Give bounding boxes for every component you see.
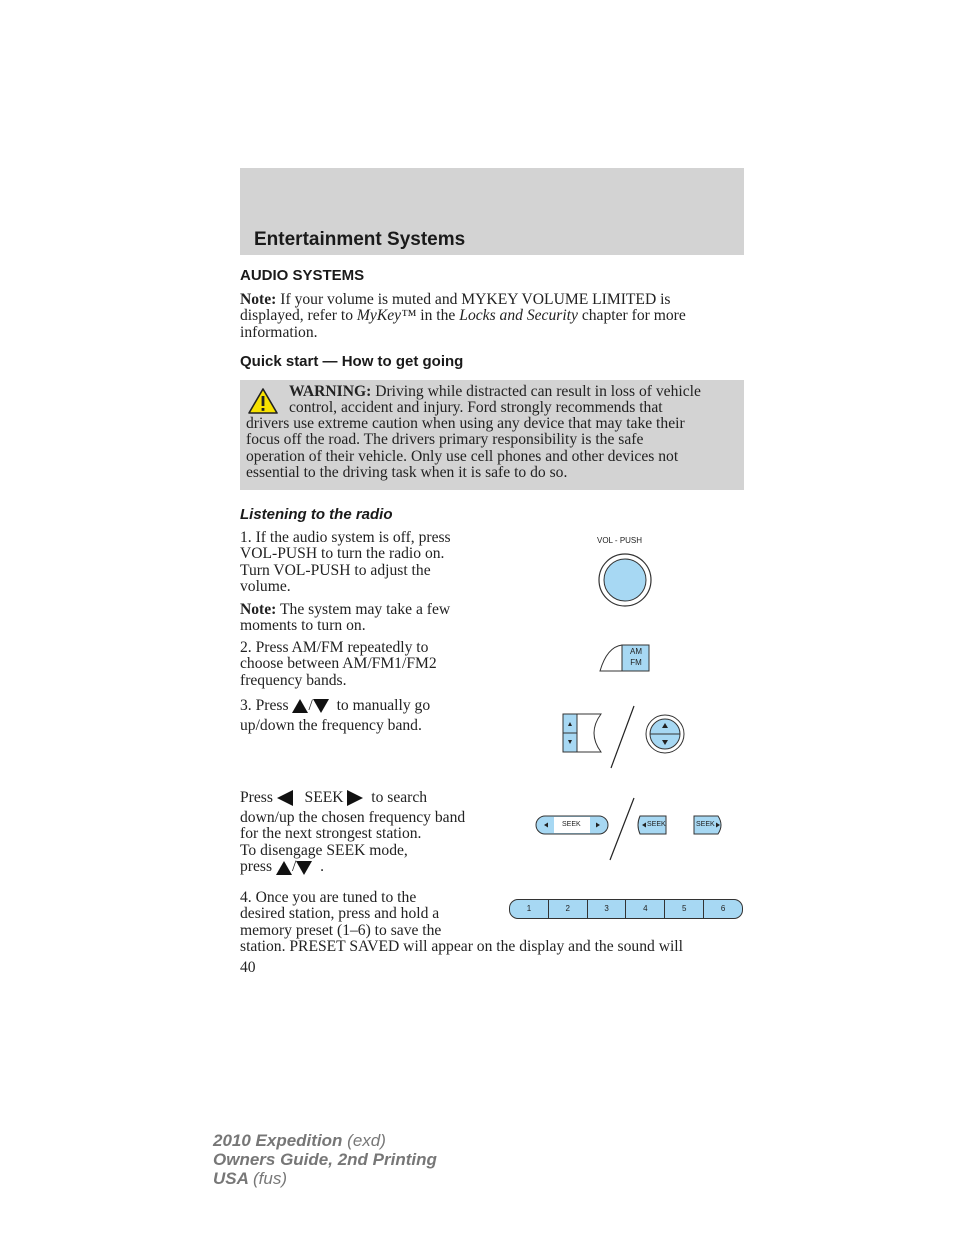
warning-line-4: focus off the road. The drivers primary responsibility is the safe — [246, 431, 644, 449]
step3-text-a: 3. Press — [240, 697, 289, 714]
step4-line-2: desired station, press and hold a — [240, 905, 440, 923]
up-arrow-icon — [276, 861, 292, 875]
step1-line-2: VOL-PUSH to turn the radio on. — [240, 545, 445, 563]
warning-line-6: essential to the driving task when it is safe to do so. — [246, 464, 568, 482]
up-arrow-icon — [292, 699, 308, 713]
warning-line-2: control, accident and injury. Ford strongly recommends that — [289, 399, 663, 417]
step-2 — [240, 640, 490, 689]
step4-line-1: 4. Once you are tuned to the — [240, 889, 417, 906]
seek-line-4: To disengage SEEK mode, — [240, 841, 408, 859]
warning-line-1: Driving while distracted can result in loss of vehicle — [375, 383, 701, 400]
footer-model-code: (exd) — [347, 1131, 386, 1150]
note-line-2: moments to turn on. — [240, 617, 366, 635]
mykey-reference: MyKey™ — [356, 307, 417, 325]
seek-label-left: SEEK — [647, 821, 666, 828]
seek-right-arrow-icon — [347, 790, 363, 806]
step1-line-3: Turn VOL-PUSH to adjust the — [240, 561, 431, 579]
seek-line-5a: press — [240, 858, 273, 876]
vol-push-label: VOL - PUSH — [597, 536, 643, 545]
seek-buttons-diagram — [534, 796, 734, 862]
note-line-2a: displayed, refer to — [240, 307, 354, 325]
down-arrow-icon — [296, 861, 312, 875]
seek-line-2: down/up the chosen frequency band — [240, 809, 466, 826]
warning-line-5: operation of their vehicle. Only use cell phones and other devices not — [246, 447, 679, 465]
preset-button-5: 5 — [665, 900, 704, 918]
slash: / — [291, 858, 297, 876]
footer — [213, 1131, 437, 1188]
down-arrow-icon — [313, 699, 329, 713]
seek-label-center: SEEK — [562, 821, 581, 828]
am-fm-label — [628, 646, 644, 668]
tune-buttons-diagram — [561, 704, 701, 770]
step1-line-1: 1. If the audio system is off, press — [240, 529, 451, 546]
preset-button-3: 3 — [588, 900, 627, 918]
footer-model: 2010 Expedition — [213, 1131, 343, 1150]
warning-text-bottom — [246, 416, 742, 482]
step2-line-3: frequency bands. — [240, 671, 347, 689]
step1-line-4: volume. — [240, 578, 291, 596]
warning-triangle-icon — [247, 387, 279, 415]
preset-button-4: 4 — [626, 900, 665, 918]
page-number: 40 — [240, 959, 256, 976]
step4-line-3: memory preset (1–6) to save the — [240, 921, 442, 939]
seek-text-b: to search — [371, 789, 428, 806]
vol-push-knob — [595, 550, 657, 612]
step2-line-1: 2. Press AM/FM repeatedly to — [240, 639, 429, 656]
footer-region-code: (fus) — [253, 1169, 287, 1188]
am-label: AM — [630, 647, 642, 656]
warning-label: WARNING: — [289, 383, 372, 400]
slash: / — [308, 697, 313, 714]
audio-systems-heading: AUDIO SYSTEMS — [240, 267, 365, 284]
seek-paragraph — [240, 790, 500, 879]
preset-button-1: 1 — [510, 900, 549, 918]
am-fm-button — [597, 643, 653, 673]
note-line-1: If your volume is muted and MYKEY VOLUME LIMITED is — [280, 291, 671, 308]
seek-text-a: Press — [240, 789, 273, 806]
preset-strip — [509, 899, 743, 919]
step2-line-2: choose between AM/FM1/FM2 — [240, 655, 437, 673]
note-label: Note: — [240, 601, 277, 618]
warning-text-top — [289, 384, 744, 417]
note-line-2c: in the — [420, 307, 456, 325]
note-line-3: information. — [240, 323, 318, 341]
step3-text-b: to manually go — [336, 697, 431, 714]
locks-security-reference: Locks and Security — [459, 307, 578, 325]
audio-note — [240, 292, 750, 341]
footer-region: USA — [213, 1169, 249, 1188]
seek-line-3: for the next strongest station. — [240, 825, 422, 843]
step-1-note — [240, 602, 490, 635]
step-3 — [240, 698, 500, 734]
footer-printing: Owners Guide, 2nd Printing — [213, 1150, 437, 1169]
seek-label-right: SEEK — [696, 821, 715, 828]
step4-line-4: station. PRESET SAVED will appear on the display and the sound will — [240, 938, 683, 956]
note-line-2e: chapter for more — [581, 307, 686, 325]
period: . — [320, 858, 325, 876]
quick-start-heading: Quick start — How to get going — [240, 353, 464, 370]
preset-button-6: 6 — [720, 904, 726, 913]
seek-word: SEEK — [304, 789, 344, 806]
seek-left-arrow-icon — [277, 790, 293, 806]
step3-line-2: up/down the frequency band. — [240, 717, 422, 734]
listening-heading: Listening to the radio — [240, 506, 393, 523]
note-label: Note: — [240, 291, 277, 308]
note-line-1: The system may take a few — [280, 601, 451, 618]
preset-button-2: 2 — [549, 900, 588, 918]
warning-line-3: drivers use extreme caution when using any device that may take their — [246, 415, 685, 432]
section-title: Entertainment Systems — [254, 229, 466, 250]
fm-label: FM — [630, 658, 642, 667]
step-1 — [240, 530, 490, 596]
